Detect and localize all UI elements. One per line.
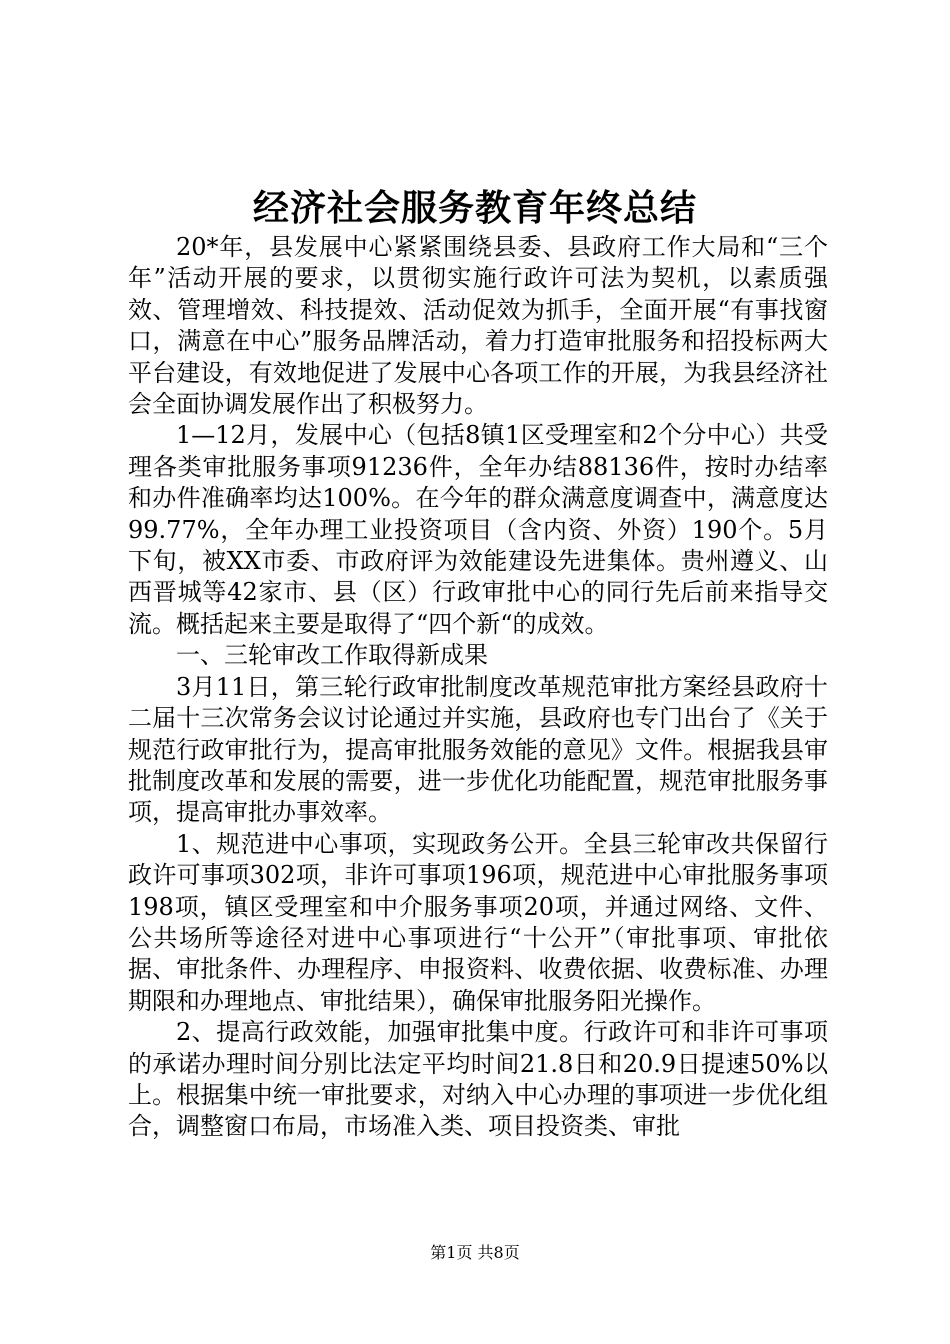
paragraph-item-2: 2、提高行政效能，加强审批集中度。行政许可和非许可事项的承诺办理时间分别比法定平均时间21.8日和20.9日提速50%以上。根据集中统一审批要求，对纳入中心办理的事项进一步优化组合，调整窗口布局，市场准入类、项目投资类、审批 bbox=[128, 1018, 828, 1141]
paragraph-statistics: 1—12月，发展中心（包括8镇1区受理室和2个分中心）共受理各类审批服务事项91236件，全年办结88136件，按时办结率和办件准确率均达100%。在今年的群众满意度调查中，满意度达99.77%，全年办理工业投资项目（含内资、外资）190个。5月下旬，被XX市委、市政府评为效能建设先进集体。贵州遵义、山西晋城等42家市、县（区）行政审批中心的同行先后前来指导交流。概括起来主要是取得了“四个新“的成效。 bbox=[128, 421, 828, 638]
paragraph-item-1: 1、规范进中心事项，实现政务公开。全县三轮审改共保留行政许可事项302项，非许可事项196项，规范进中心审批服务事项198项，镇区受理室和中介服务事项20项，并通过网络、文件、公共场所等途径对进中心事项进行“十公开”（审批事项、审批依据、审批条件、办理程序、申报资料、收费依据、收费标准、办理期限和办理地点、审批结果），确保审批服务阳光操作。 bbox=[128, 829, 828, 1015]
section-heading: 一、三轮审改工作取得新成果 bbox=[176, 641, 488, 670]
paragraph-intro: 20*年，县发展中心紧紧围绕县委、县政府工作大局和“三个年”活动开展的要求，以贯彻实施行政许可法为契机，以素质强效、管理增效、科技提效、活动促效为抓手，全面开展“有事找窗口，满意在中心”服务品牌活动，着力打造审批服务和招投标两大平台建设，有效地促进了发展中心各项工作的开展，为我县经济社会全面协调发展作出了积极努力。 bbox=[128, 233, 828, 419]
document-body bbox=[128, 232, 828, 1143]
page-footer: 第1页 共8页 bbox=[430, 1243, 520, 1262]
document-title: 经济社会服务教育年终总结 bbox=[252, 187, 697, 229]
paragraph-reform: 3月11日，第三轮行政审批制度改革规范审批方案经县政府十二届十三次常务会议讨论通过并实施，县政府也专门出台了《关于规范行政审批行为，提高审批服务效能的意见》文件。根据我县审批制度改革和发展的需要，进一步优化功能配置，规范审批服务事项，提高审批办事效率。 bbox=[128, 672, 828, 827]
